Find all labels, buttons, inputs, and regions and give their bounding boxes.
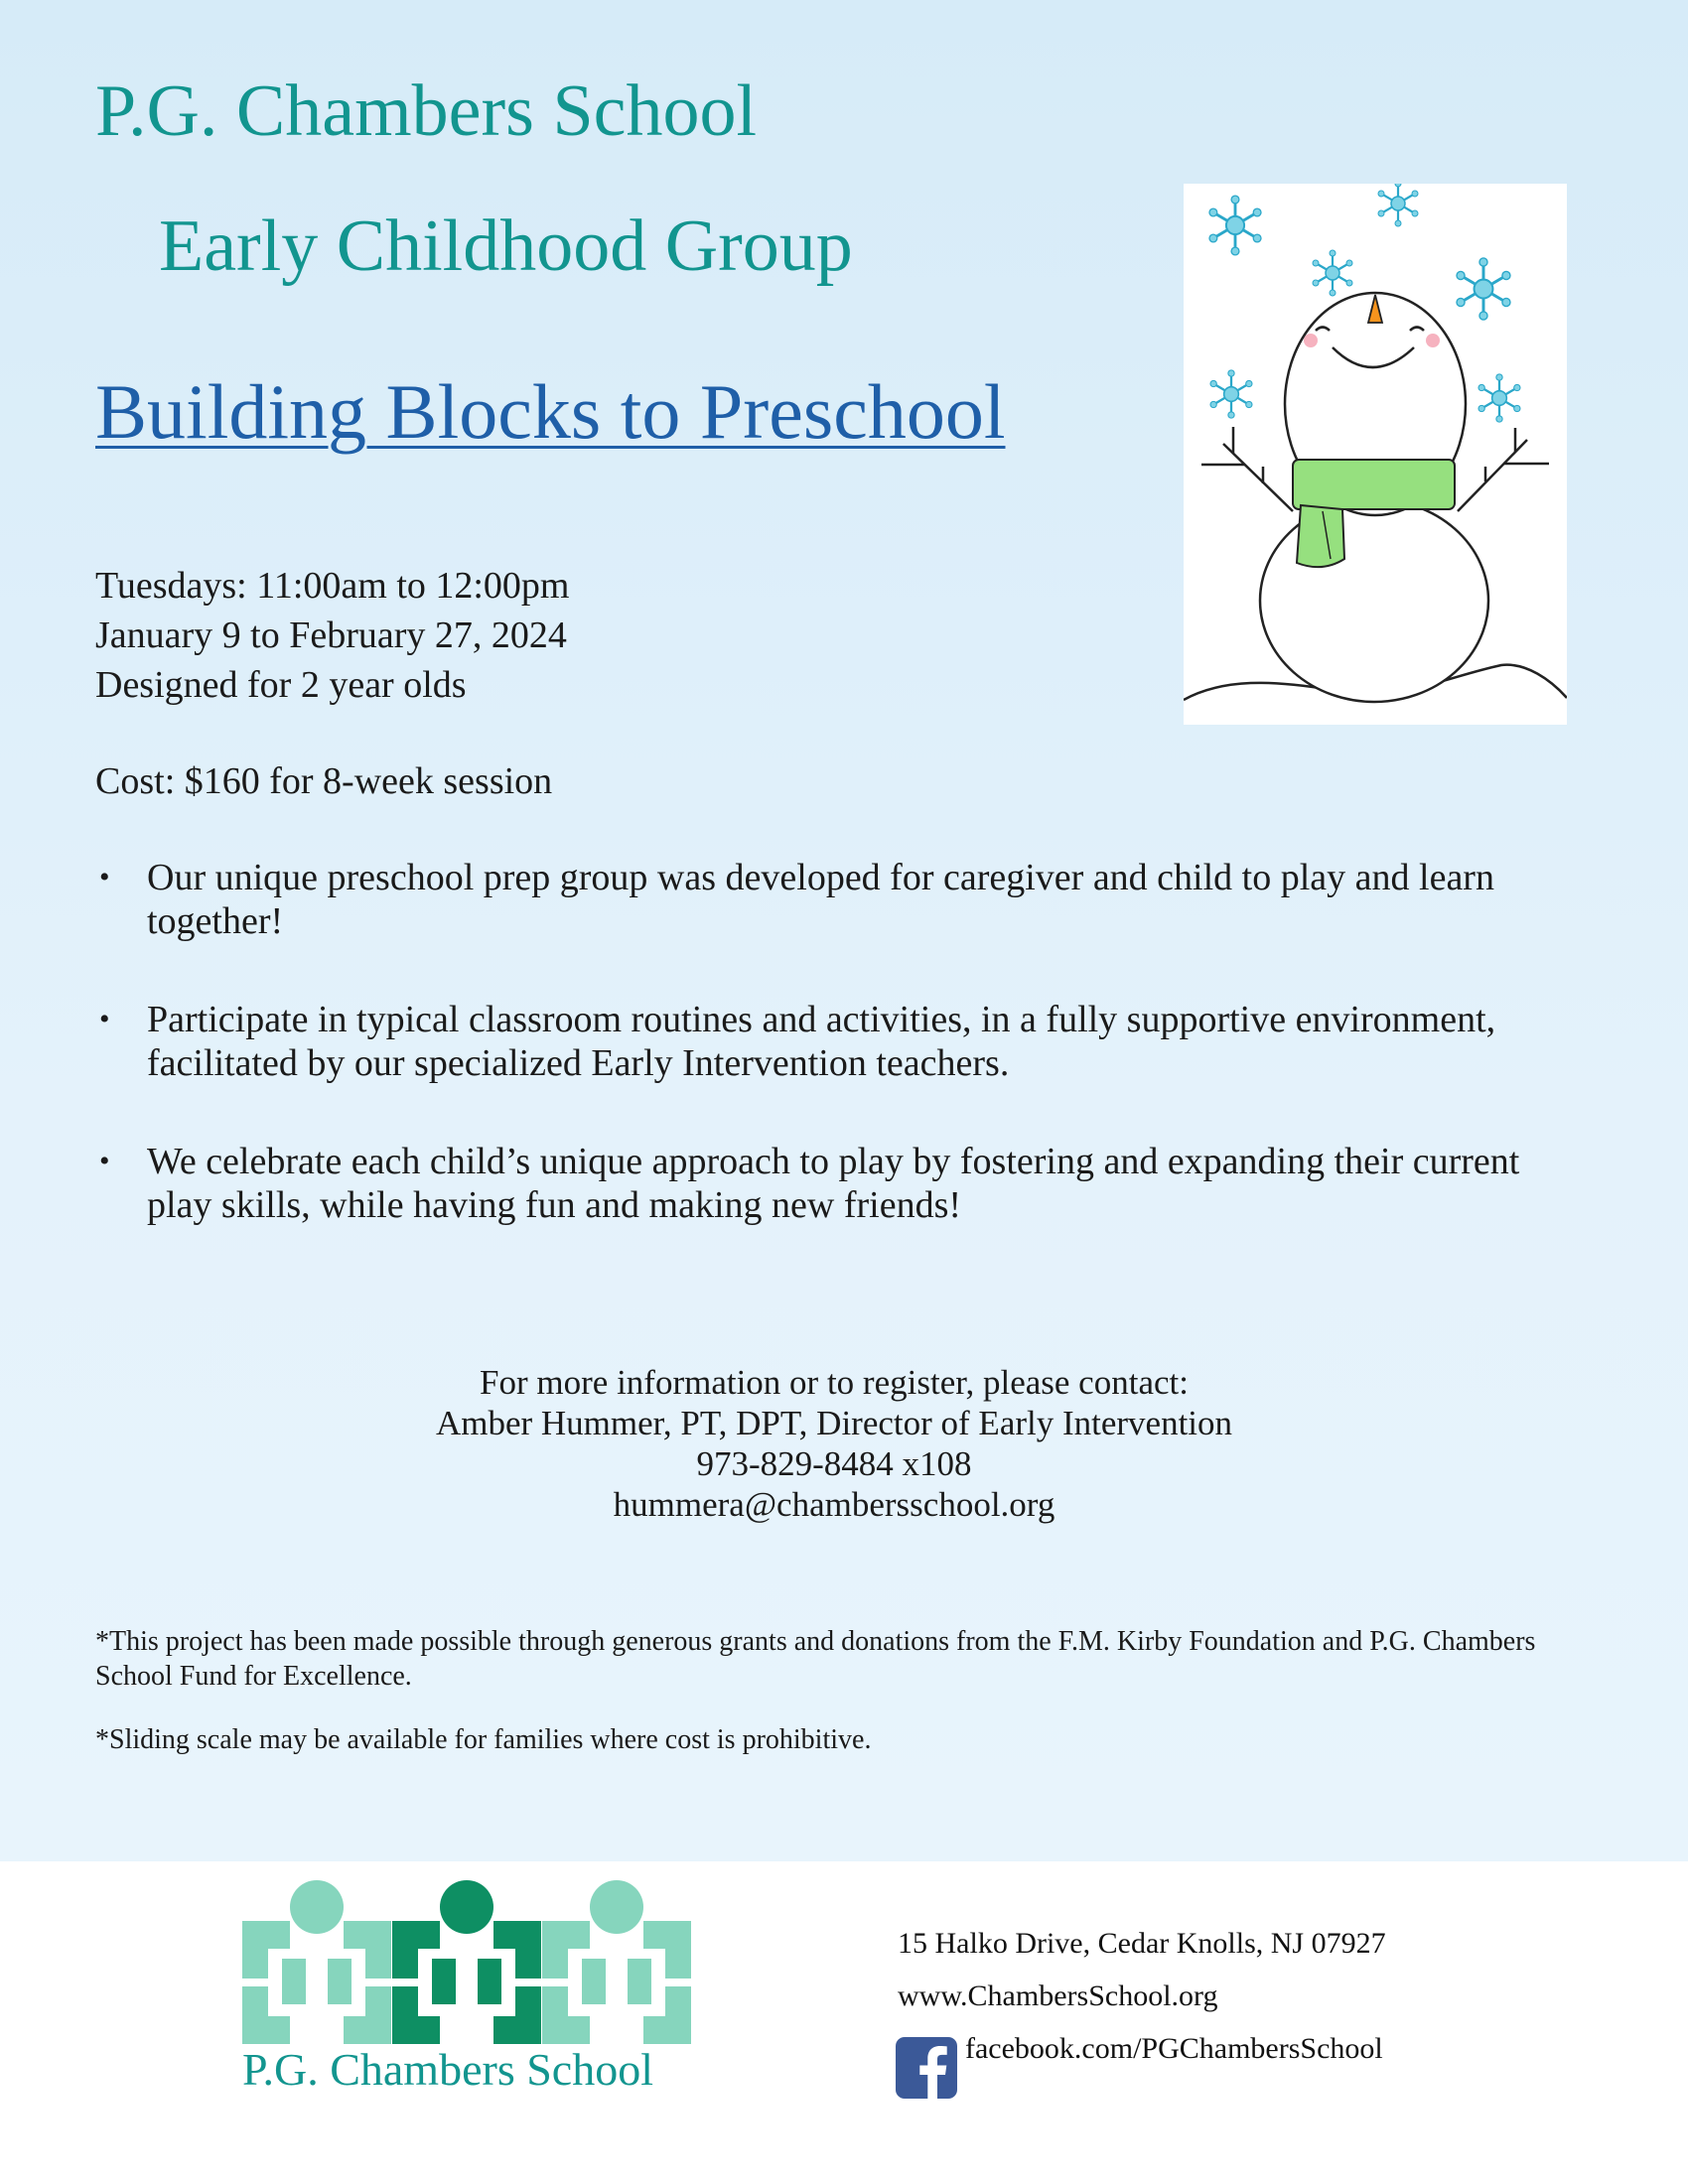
- facebook-link[interactable]: facebook.com/PGChambersSchool: [965, 2032, 1383, 2065]
- schedule-text: Tuesdays: 11:00am to 12:00pm: [95, 565, 570, 607]
- bullet-icon: •: [99, 861, 110, 893]
- contact-name: Amber Hummer, PT, DPT, Director of Early Intervention: [435, 1404, 1233, 1442]
- bullet-icon: •: [99, 1145, 110, 1177]
- contact-intro: For more information or to register, please contact:: [480, 1363, 1189, 1402]
- snowman-icon: [1184, 184, 1567, 725]
- logo-text: P.G. Chambers School: [242, 2044, 653, 2095]
- group-name-heading: Early Childhood Group: [159, 205, 853, 287]
- list-item: • Our unique preschool prep group was developed for caregiver and child to play and learn together!: [99, 857, 1494, 942]
- contact-email[interactable]: hummera@chambersschool.org: [613, 1485, 1055, 1524]
- facebook-icon[interactable]: [896, 2037, 957, 2099]
- bullet-icon: •: [99, 1003, 110, 1035]
- website-link[interactable]: www.ChambersSchool.org: [898, 1979, 1218, 2012]
- contact-block: [298, 1362, 1370, 1525]
- sliding-scale-footnote: *Sliding scale may be available for families where cost is prohibitive.: [95, 1724, 872, 1755]
- list-item: • Participate in typical classroom routines and activities, in a fully supportive environment, facilitated by our specialized Early Intervention teachers.: [99, 999, 1496, 1084]
- audience-text: Designed for 2 year olds: [95, 664, 467, 706]
- dates-text: January 9 to February 27, 2024: [95, 614, 567, 656]
- list-item: • We celebrate each child’s unique approach to play by fostering and expanding their current play skills, while having fun and making new friends!: [99, 1141, 1520, 1226]
- cost-text: Cost: $160 for 8-week session: [95, 760, 553, 802]
- contact-phone: 973-829-8484 x108: [696, 1444, 972, 1483]
- session-details: [95, 561, 570, 710]
- school-logo-icon: [242, 1879, 691, 2065]
- school-name-heading: P.G. Chambers School: [95, 70, 757, 152]
- address-text: 15 Halko Drive, Cedar Knolls, NJ 07927: [898, 1927, 1386, 1960]
- program-title: Building Blocks to Preschool: [95, 368, 1006, 455]
- grant-footnote: *This project has been made possible through generous grants and donations from the F.M. Kirby Foundation and P.G. Chambers School Fund for Excellence.: [95, 1626, 1536, 1692]
- program-highlights: [95, 856, 1565, 1282]
